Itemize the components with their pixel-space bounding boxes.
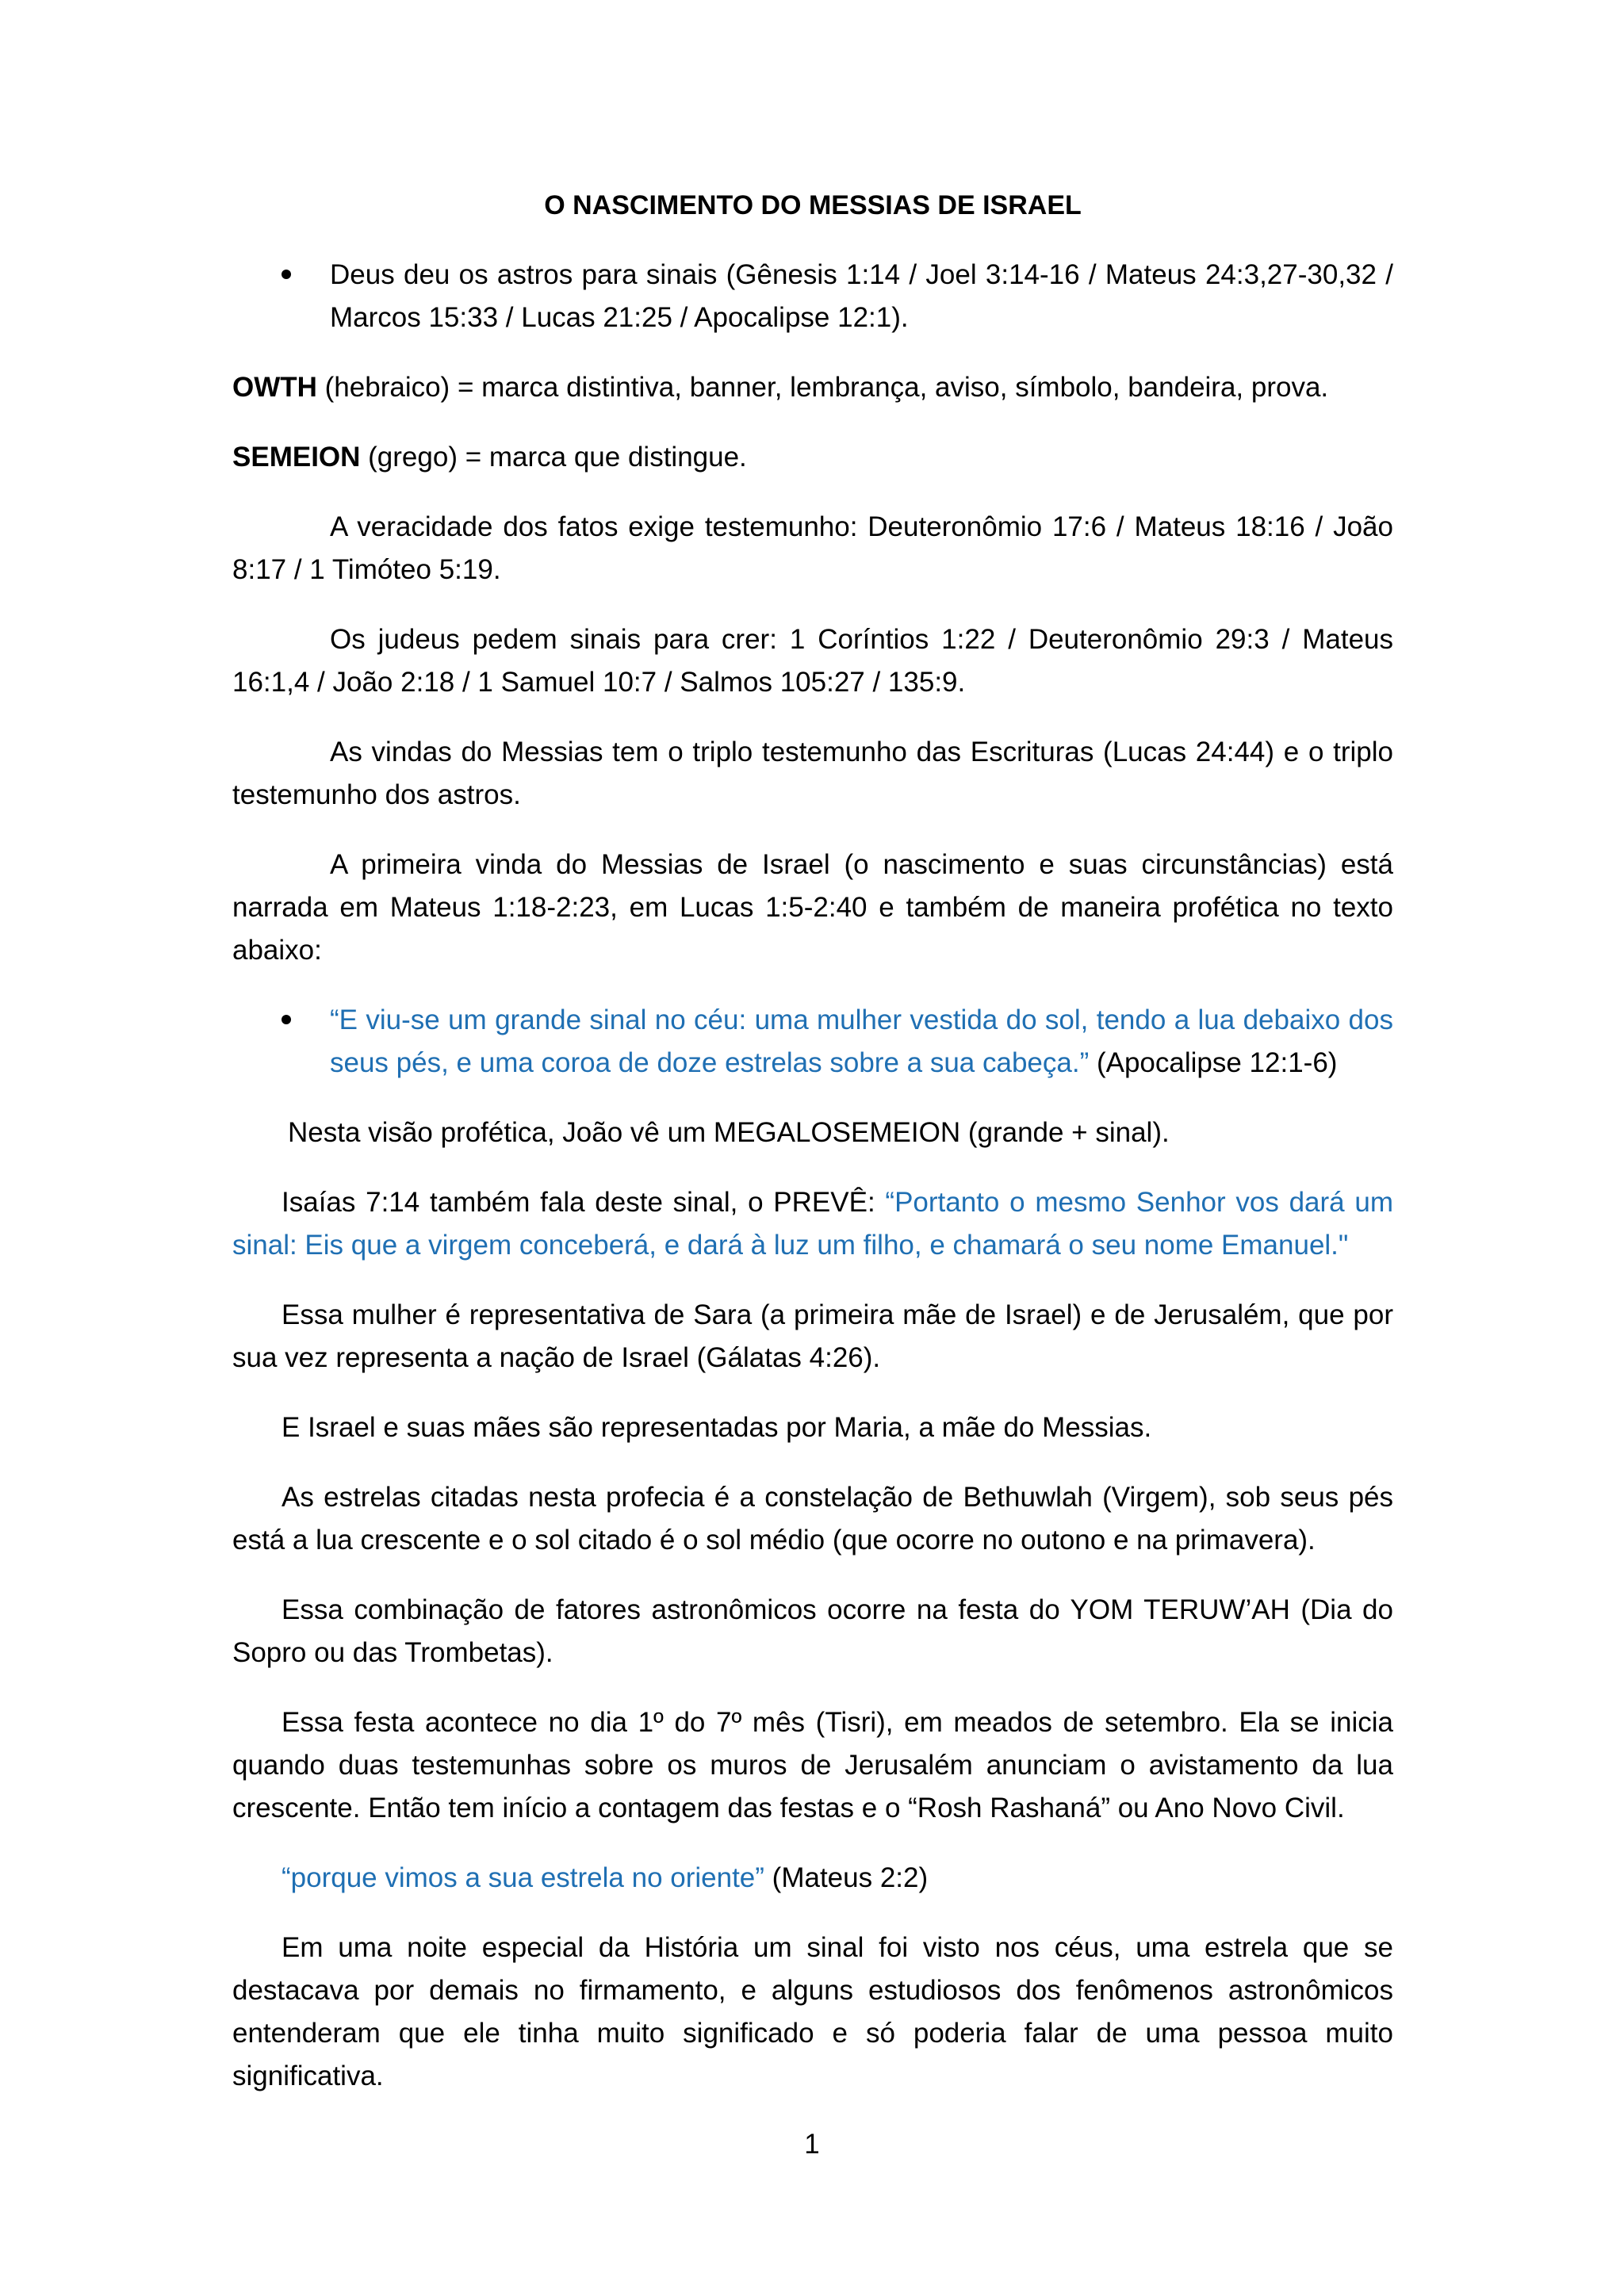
quote-isaias: “Portanto o mesmo Senhor vos dará um sinal: Eis que a virgem conceberá, e dará à luz um filho, e chamará o seu nome Emanuel." <box>232 1187 1394 1261</box>
paragraph-noite: Em uma noite especial da História um sinal foi visto nos céus, uma estrela que se destacava por demais no firmamento, e alguns estudiosos dos fenômenos astronômicos entenderam que ele tinha muito significado e só poderia falar de uma pessoa muito significativa. <box>232 1932 1393 2091</box>
page-title: O NASCIMENTO DO MESSIAS DE ISRAEL <box>544 190 1082 220</box>
term-owth: OWTH <box>232 372 317 403</box>
paragraph-isaias <box>232 1181 1393 1267</box>
bullet-text: Deus deu os astros para sinais (Gênesis 1:14 / Joel 3:14-16 / Mateus 24:3,27-30,32 / Marcos 15:33 / Lucas 21:25 / Apocalipse 12:1). <box>330 259 1393 333</box>
paragraph-oriente <box>232 1857 1393 1900</box>
paragraph-veracidade: A veracidade dos fatos exige testemunho: Deuteronômio 17:6 / Mateus 18:16 / João 8:17 / 1 Timóteo 5:19. <box>232 511 1393 585</box>
paragraph-festa: Essa festa acontece no dia 1º do 7º mês (Tisri), em meados de setembro. Ela se inicia quando duas testemunhas sobre os muros de Jerusalém anunciam o avistamento da lua crescente. Então tem início a contagem das festas e o “Rosh Rashaná” ou Ano Novo Civil. <box>232 1707 1393 1823</box>
bullet-icon <box>282 1015 291 1024</box>
paragraph-mulher: Essa mulher é representativa de Sara (a primeira mãe de Israel) e de Jerusalém, que por sua vez representa a nação de Israel (Gálatas 4:26). <box>232 1299 1393 1373</box>
definition-text: (hebraico) = marca distintiva, banner, lembrança, aviso, símbolo, bandeira, prova. <box>316 372 1329 403</box>
quote-reference: (Apocalipse 12:1-6) <box>1089 1047 1338 1078</box>
bullet-item-apocalipse <box>232 999 1393 1085</box>
paragraph-estrelas: As estrelas citadas nesta profecia é a constelação de Bethuwlah (Virgem), sob seus pés está a lua crescente e o sol citado é o sol médio (que ocorre no outono e na primavera). <box>232 1482 1393 1556</box>
definition-semeion <box>232 436 1393 479</box>
paragraph-visao: Nesta visão profética, João vê um MEGALOSEMEION (grande + sinal). <box>288 1117 1170 1148</box>
quote-reference: (Mateus 2:2) <box>764 1862 929 1893</box>
paragraph-vindas: As vindas do Messias tem o triplo testemunho das Escrituras (Lucas 24:44) e o triplo testemunho dos astros. <box>232 737 1393 810</box>
bullet-item-astros <box>232 254 1393 339</box>
bullet-icon <box>282 270 291 279</box>
page-number: 1 <box>804 2129 820 2160</box>
document-body <box>232 184 1393 2125</box>
paragraph-primeira-vinda: A primeira vinda do Messias de Israel (o nascimento e suas circunstâncias) está narrada em Mateus 1:18-2:23, em Lucas 1:5-2:40 e também de maneira profética no texto abaixo: <box>232 849 1393 966</box>
paragraph-combinacao: Essa combinação de fatores astronômicos ocorre na festa do YOM TERUW’AH (Dia do Sopro ou das Trombetas). <box>232 1594 1393 1668</box>
isaias-text: Isaías 7:14 também fala deste sinal, o PREVÊ: <box>282 1187 886 1218</box>
quote-apocalipse: “E viu-se um grande sinal no céu: uma mulher vestida do sol, tendo a lua debaixo dos seus pés, e uma coroa de doze estrelas sobre a sua cabeça.” <box>330 1004 1393 1078</box>
quote-mateus: “porque vimos a sua estrela no oriente” <box>282 1862 764 1893</box>
definition-owth <box>232 366 1393 409</box>
paragraph-judeus: Os judeus pedem sinais para crer: 1 Coríntios 1:22 / Deuteronômio 29:3 / Mateus 16:1,4 / João 2:18 / 1 Samuel 10:7 / Salmos 105:27 / 135:9. <box>232 624 1393 698</box>
definition-text: (grego) = marca que distingue. <box>360 442 747 473</box>
paragraph-maria: E Israel e suas mães são representadas por Maria, a mãe do Messias. <box>282 1412 1152 1443</box>
term-semeion: SEMEION <box>232 442 361 473</box>
